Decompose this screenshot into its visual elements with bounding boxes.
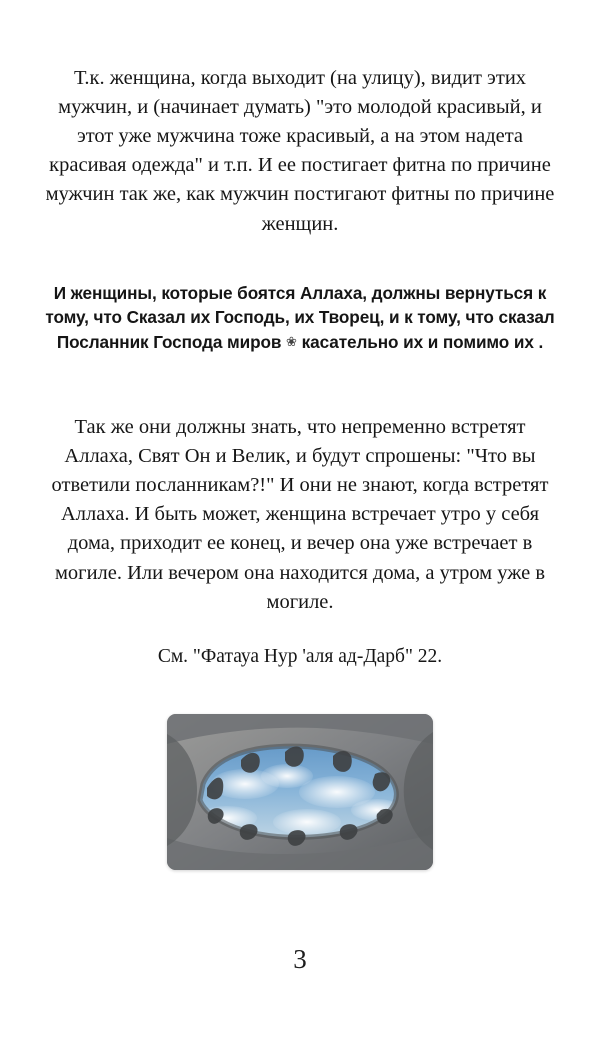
source-reference: См. "Фатауа Нур 'аля ад-Дарб" 22. <box>157 645 443 667</box>
cave-opening-sky-photo <box>167 714 433 870</box>
flower-ornament-icon: ❀ <box>286 335 297 351</box>
page-number: 3 <box>293 944 307 975</box>
paragraph-2-text-before-glyph: И женщины, которые боятся Аллаха, должны вернуться к тому, что Сказал их Господь, их Творец, и к тому, что сказал Посланник Господа миров <box>45 282 555 353</box>
paragraph-1: Т.к. женщина, когда выходит (на улицу), видит этих мужчин, и (начинает думать) "это молодой красивый, и этот уже мужчина тоже красивый, а на этом надета красивая одежда" и т.п. И ее постигает фитна по причине мужчин так же, как мужчин постигают фитны по причине женщин. <box>45 67 555 235</box>
cave-opening-sky-photo-graphic <box>167 714 433 870</box>
paragraph-2 <box>34 281 566 355</box>
paragraph-3: Так же они должны знать, что непременно встретят Аллаха, Свят Он и Велик, и будут спрошены: "Что вы ответили посланникам?!" И они не знают, когда встретят Аллаха. И быть может, женщина встречает утро у себя дома, приходит ее конец, и вечер она уже встречает в могиле. Или вечером она находится дома, а утром уже в могиле. <box>51 415 549 613</box>
paragraph-2-text-after-glyph: касательно их и помимо их . <box>296 332 544 353</box>
